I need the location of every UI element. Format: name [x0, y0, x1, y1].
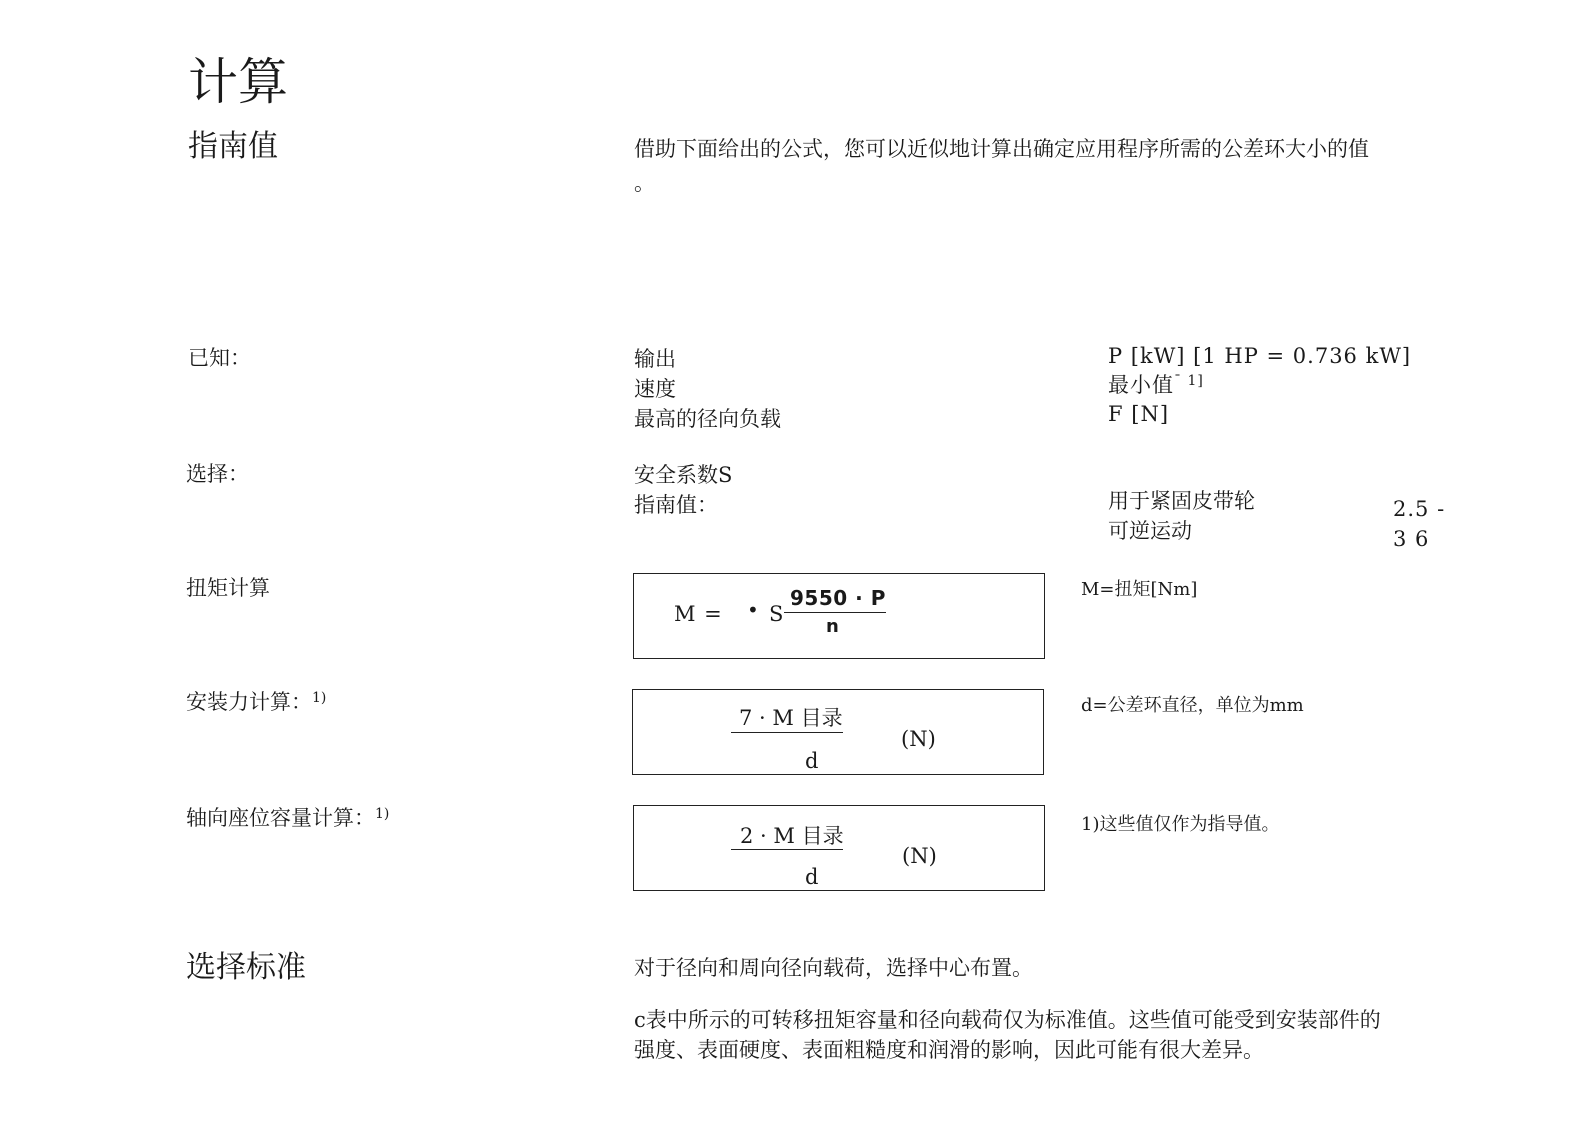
- axial-formula-numerator: 2 · M 目录: [740, 824, 844, 848]
- torque-formula-denominator: n: [826, 616, 839, 637]
- page-title: 计算: [188, 53, 288, 111]
- select-value-reversible: 3 6: [1393, 527, 1430, 551]
- guide-intro-line2: 。: [634, 171, 655, 195]
- select-item-safety-factor: 安全系数S: [634, 463, 733, 487]
- select-item-guide-value: 指南值：: [634, 493, 718, 517]
- known-item-speed: 速度: [634, 377, 676, 401]
- select-use-reversible: 可逆运动: [1108, 519, 1192, 543]
- axial-fraction-bar: [731, 849, 843, 850]
- axial-formula-box: [633, 805, 1045, 891]
- install-formula-numerator: 7 · M 目录: [739, 706, 843, 730]
- known-value-speed-sup: ¯ 1]: [1174, 373, 1204, 389]
- axial-label: [186, 804, 389, 832]
- known-value-speed-text: 最小值: [1108, 373, 1174, 397]
- install-label: [186, 688, 326, 716]
- select-items: [634, 460, 732, 520]
- install-formula-box: [632, 689, 1044, 775]
- criteria-para2-line2: 强度、表面硬度、表面粗糙度和润滑的影响，因此可能有很大差异。: [634, 1038, 1264, 1062]
- torque-formula-dot: •: [747, 598, 759, 622]
- install-label-sup: 1): [312, 690, 327, 706]
- axial-note: 1)这些值仅作为指导值。: [1081, 814, 1280, 835]
- select-values: [1393, 494, 1445, 554]
- axial-formula-unit: (N): [902, 844, 937, 868]
- select-value-pulley: 2.5 -: [1393, 497, 1446, 521]
- install-formula-unit: (N): [901, 727, 936, 751]
- select-uses: [1108, 486, 1255, 546]
- criteria-para2-line1: c表中所示的可转移扭矩容量和径向载荷仅为标准值。这些值可能受到安装部件的: [634, 1008, 1381, 1032]
- criteria-para1: 对于径向和周向径向载荷，选择中心布置。: [634, 956, 1033, 980]
- axial-label-sup: 1): [375, 806, 390, 822]
- known-value-speed: [1108, 371, 1204, 400]
- known-value-radial-load: F [N]: [1108, 402, 1170, 426]
- install-note: d=公差环直径，单位为mm: [1081, 695, 1304, 716]
- torque-note: M=扭矩[Nm]: [1081, 579, 1198, 600]
- torque-fraction-bar: [784, 612, 886, 613]
- known-item-max-radial-load: 最高的径向负载: [634, 407, 781, 431]
- install-formula-denominator: d: [805, 749, 819, 773]
- known-value-output: P [kW] [1 HP = 0.736 kW]: [1108, 344, 1412, 368]
- guide-intro-line1: 借助下面给出的公式，您可以近似地计算出确定应用程序所需的公差环大小的值: [634, 137, 1369, 161]
- known-item-output: 输出: [634, 347, 676, 371]
- torque-formula-box: [633, 573, 1045, 659]
- known-label: 已知：: [188, 346, 251, 370]
- axial-formula-denominator: d: [805, 865, 819, 889]
- torque-label: 扭矩计算: [186, 576, 270, 600]
- select-label: 选择：: [186, 462, 249, 486]
- known-items: [634, 344, 781, 434]
- select-use-pulley: 用于紧固皮带轮: [1108, 489, 1255, 513]
- guide-heading: 指南值: [188, 129, 278, 164]
- torque-formula-numerator: 9550 · P: [790, 586, 886, 610]
- torque-formula-lhs: M =: [674, 602, 723, 626]
- axial-label-text: 轴向座位容量计算：: [186, 806, 375, 830]
- install-label-text: 安装力计算：: [186, 690, 312, 714]
- torque-formula-s: S: [769, 602, 785, 626]
- criteria-heading: 选择标准: [186, 950, 306, 985]
- install-fraction-bar: [731, 732, 843, 733]
